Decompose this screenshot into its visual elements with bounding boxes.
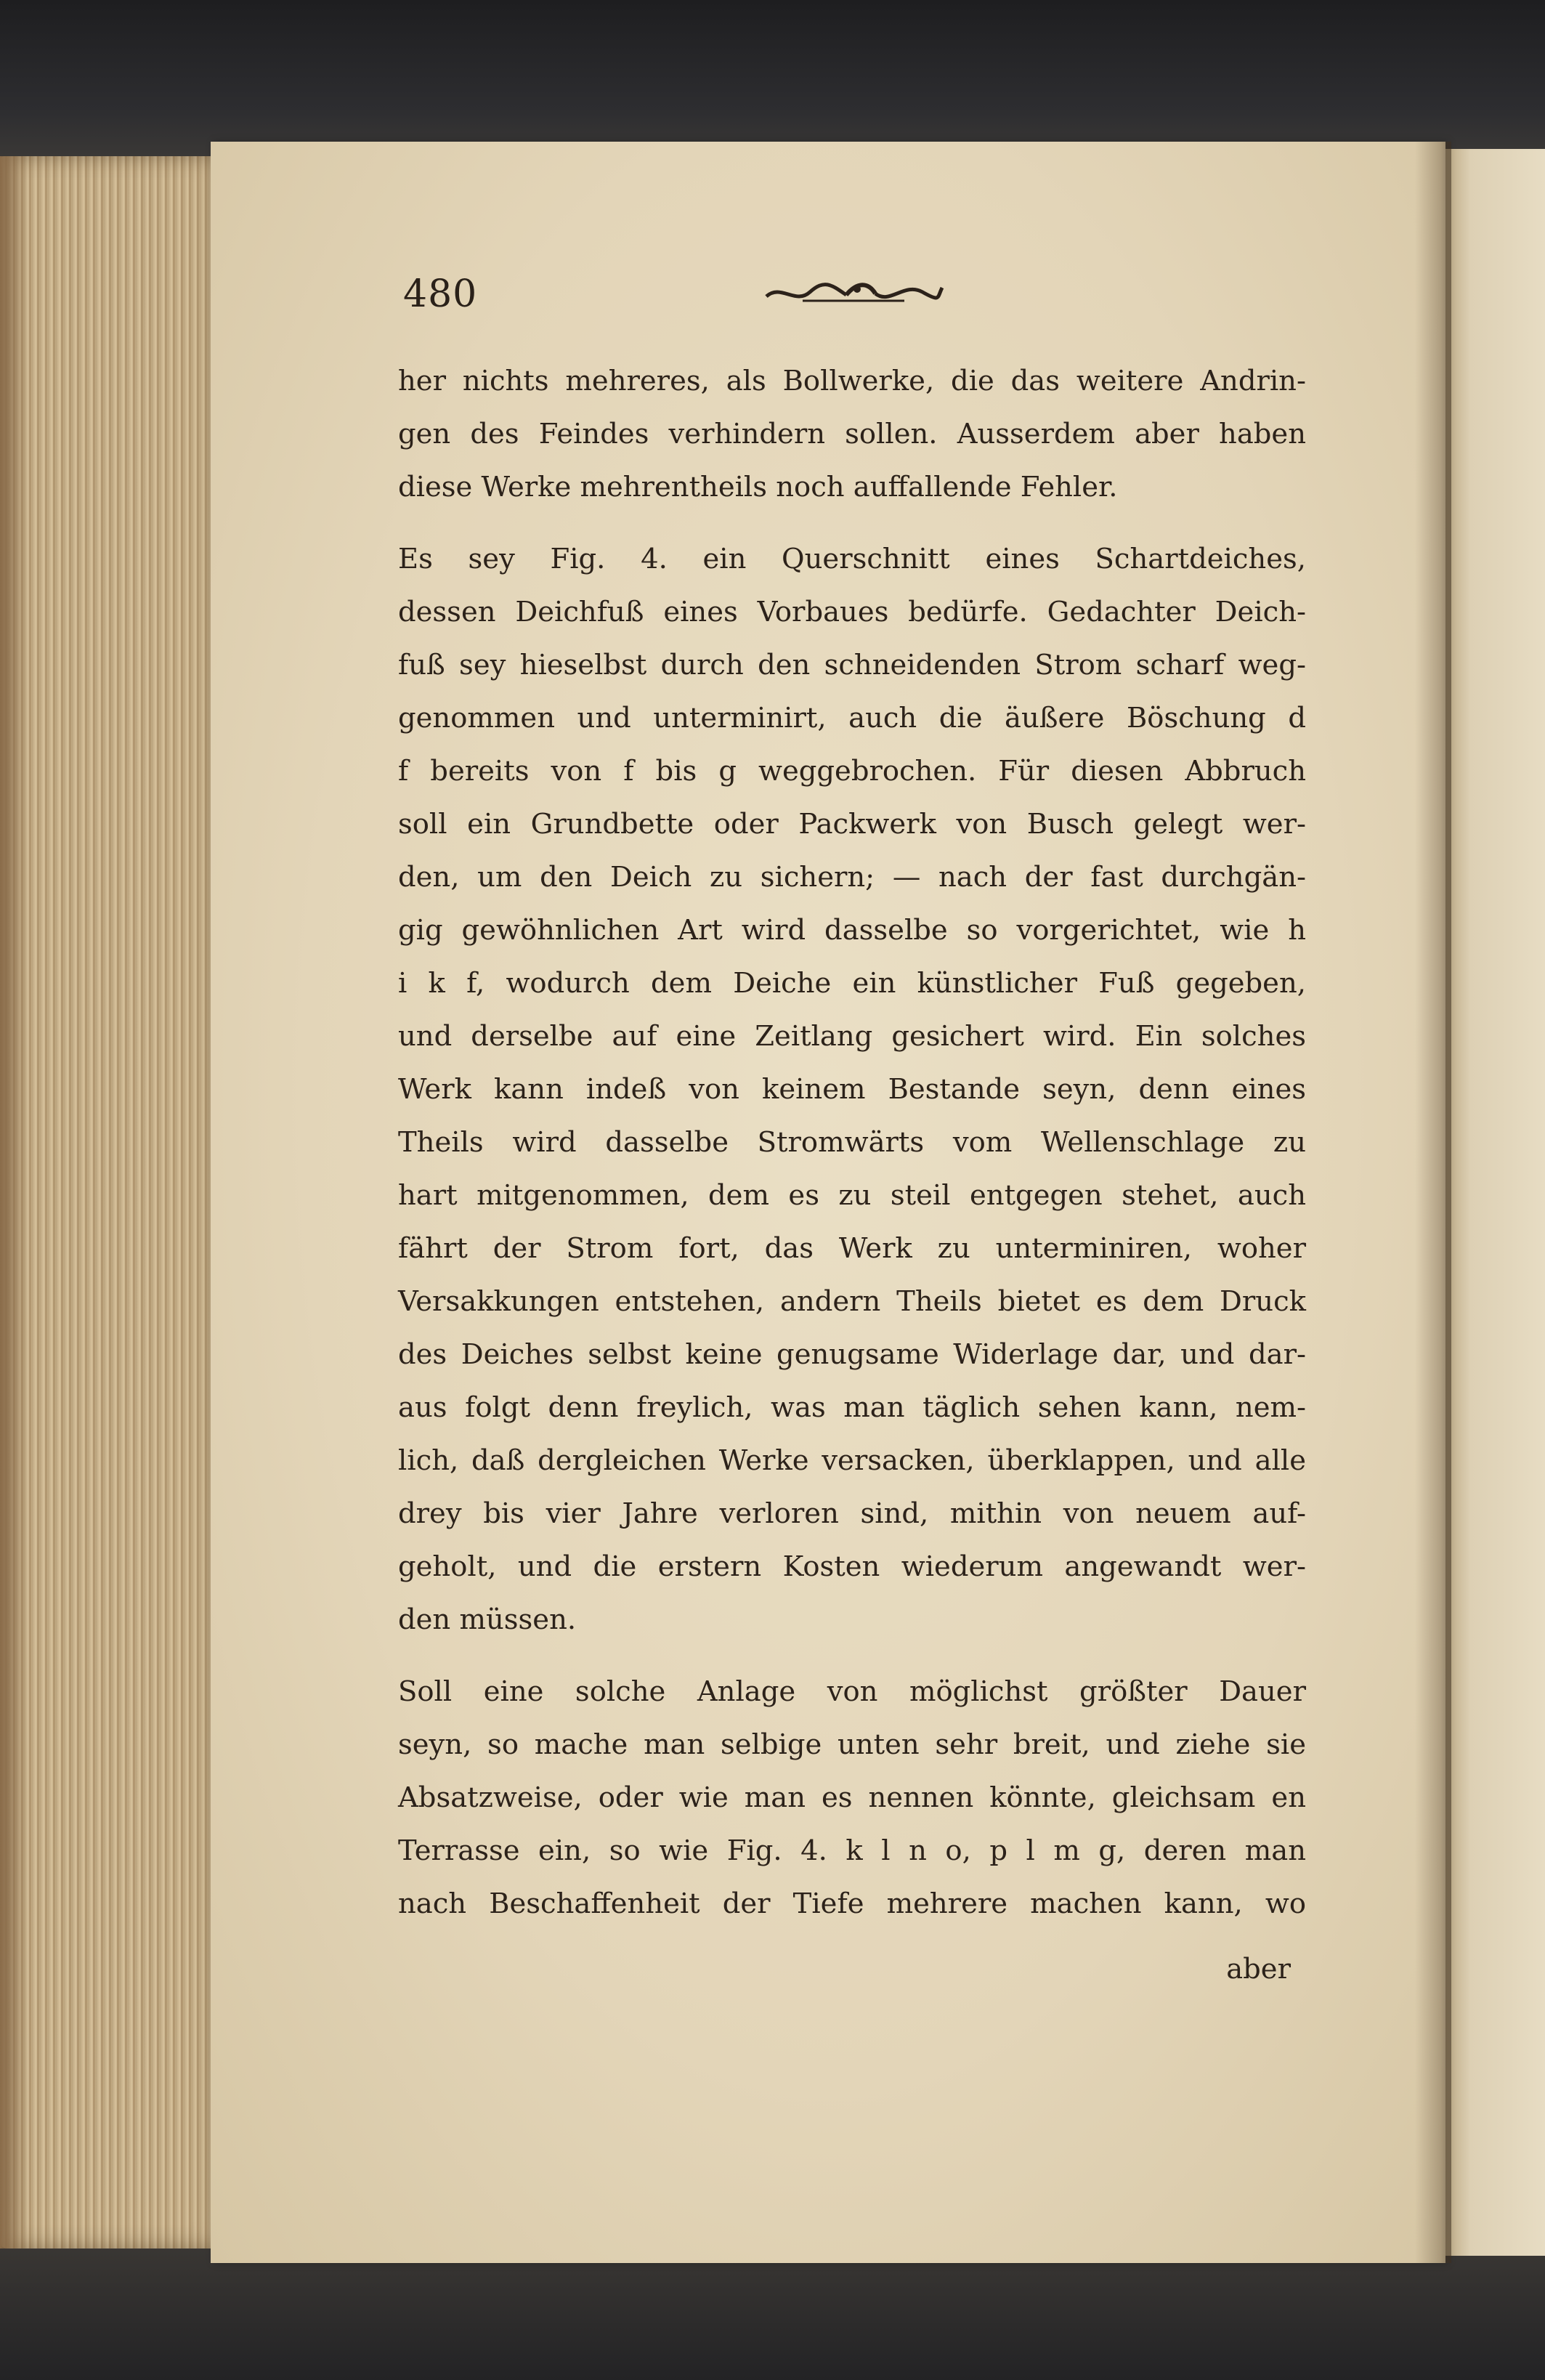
text-line: den müssen. (398, 1603, 577, 1636)
text-line: fährt der Strom fort, das Werk zu unterminiren, woher (398, 1232, 1306, 1265)
ornament-icon (759, 276, 948, 312)
text-line: f bereits von f bis g weggebrochen. Für diesen Abbruch (398, 755, 1306, 788)
text-line: den, um den Deich zu sichern; — nach der fast durchgän- (398, 861, 1306, 894)
text-line: geholt, und die erstern Kosten wiederum angewandt wer- (398, 1550, 1306, 1583)
text-line: und derselbe auf eine Zeitlang gesichert wird. Ein solches (398, 1020, 1306, 1053)
text-line: soll ein Grundbette oder Packwerk von Busch gelegt wer- (398, 808, 1306, 841)
text-line: seyn, so mache man selbige unten sehr breit, und ziehe sie (398, 1728, 1306, 1761)
text-line: Werk kann indeß von keinem Bestande seyn, denn eines (398, 1073, 1306, 1106)
text-line: Terrasse ein, so wie Fig. 4. k l n o, p l m g, deren man (398, 1834, 1306, 1867)
text-line: dessen Deichfuß eines Vorbaues bedürfe. Gedachter Deich- (398, 596, 1306, 628)
text-line: diese Werke mehrentheils noch auffallende Fehler. (398, 471, 1118, 503)
text-line: Theils wird dasselbe Stromwärts vom Wellenschlage zu (398, 1126, 1306, 1159)
body-text (398, 355, 1306, 1930)
text-line: lich, daß dergleichen Werke versacken, überklappen, und alle (398, 1444, 1306, 1477)
text-line: drey bis vier Jahre verloren sind, mithin von neuem auf- (398, 1497, 1306, 1530)
catchword: aber (1226, 1953, 1291, 1986)
book-page-edges (0, 156, 218, 2249)
text-line: her nichts mehreres, als Bollwerke, die das weitere Andrin- (398, 365, 1306, 397)
text-line: gen des Feindes verhindern sollen. Ausserdem aber haben (398, 418, 1306, 450)
text-line: nach Beschaffenheit der Tiefe mehrere machen kann, wo (398, 1887, 1306, 1920)
text-line: fuß sey hieselbst durch den schneidenden Strom scharf weg- (398, 649, 1306, 681)
text-line: Versakkungen entstehen, andern Theils bietet es dem Druck (398, 1285, 1306, 1318)
text-line: Absatzweise, oder wie man es nennen könnte, gleichsam en (398, 1781, 1306, 1814)
text-line: genommen und unterminirt, auch die äußere Böschung d (398, 702, 1306, 734)
text-line: hart mitgenommen, dem es zu steil entgegen stehet, auch (398, 1179, 1306, 1212)
text-line: Soll eine solche Anlage von möglichst größter Dauer (398, 1675, 1306, 1708)
page-number: 480 (403, 272, 478, 316)
text-line: Es sey Fig. 4. ein Querschnitt eines Schartdeiches, (398, 543, 1306, 575)
background-top (0, 0, 1545, 156)
text-line: gig gewöhnlichen Art wird dasselbe so vorgerichtet, wie h (398, 914, 1306, 947)
facing-page (1445, 149, 1545, 2256)
text-line: i k f, wodurch dem Deiche ein künstlicher Fuß gegeben, (398, 967, 1306, 1000)
text-line: aus folgt denn freylich, was man täglich sehen kann, nem- (398, 1391, 1306, 1424)
book-gutter (1415, 142, 1451, 2263)
page-header (403, 272, 1297, 323)
text-line: des Deiches selbst keine genugsame Widerlage dar, und dar- (398, 1338, 1306, 1371)
background-bottom (0, 2245, 1545, 2380)
